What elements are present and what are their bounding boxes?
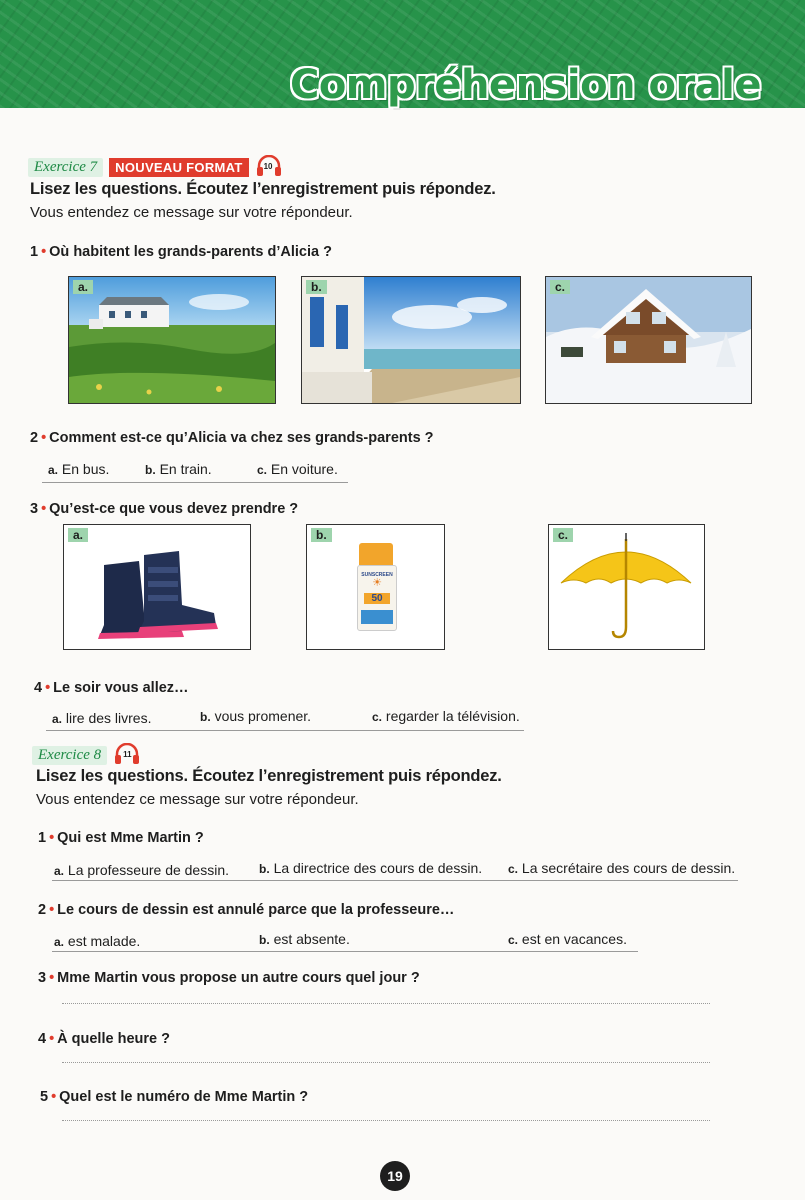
page-number: 19: [380, 1161, 410, 1191]
bullet-dot: •: [49, 1031, 55, 1047]
audio-track-11[interactable]: [113, 743, 141, 767]
ex7-question-4: 4 • Le soir vous allez…: [34, 680, 189, 696]
ex8-question-3: 3 • Mme Martin vous propose un autre cours quel jour ?: [38, 970, 420, 986]
snow-boots-image: [64, 525, 250, 649]
ex8-question-1: 1 • Qui est Mme Martin ?: [38, 830, 204, 846]
sunscreen-spf: 50: [364, 593, 390, 604]
ex8-q4-answer-line[interactable]: [62, 1062, 710, 1063]
ex7-q2-option-a[interactable]: a. En bus.: [48, 461, 110, 477]
ex8-question-4: 4 • À quelle heure ?: [38, 1031, 170, 1047]
ex7-question-2: 2 • Comment est-ce qu’Alicia va chez ses grands-parents ?: [30, 430, 434, 446]
bullet-dot: •: [49, 902, 55, 918]
track-number: 11: [123, 750, 132, 759]
ex7-q3-option-a-boots[interactable]: a.: [63, 524, 251, 650]
divider-line: [46, 730, 524, 731]
snowy-chalet-image: [546, 277, 751, 403]
bullet-dot: •: [41, 501, 47, 517]
bullet-dot: •: [51, 1089, 57, 1105]
bullet-dot: •: [41, 430, 47, 446]
seaside-house-image: [302, 277, 520, 403]
ex8-question-2: 2 • Le cours de dessin est annulé parce que la professeure…: [38, 902, 455, 918]
exercise-8-context: Vous entendez ce message sur votre répondeur.: [36, 791, 359, 808]
exercise-7-label: Exercice 7: [28, 158, 103, 177]
ex8-q5-answer-line[interactable]: [62, 1120, 710, 1121]
page-header-banner: [0, 0, 805, 108]
ex7-question-3: 3 • Qu’est-ce que vous devez prendre ?: [30, 501, 299, 517]
exercise-7-header: [28, 155, 283, 179]
new-format-badge: NOUVEAU FORMAT: [109, 158, 248, 177]
ex7-q3-option-b-sunscreen[interactable]: b. SUNSCREEN ☀ 50: [306, 524, 445, 650]
exercise-8-label: Exercice 8: [32, 746, 107, 765]
ex8-q1-option-b[interactable]: b. La directrice des cours de dessin.: [259, 860, 483, 876]
divider-line: [52, 880, 738, 881]
sunscreen-cap: [359, 543, 393, 565]
ex7-q2-option-c[interactable]: c. En voiture.: [257, 461, 338, 477]
ex7-q1-option-b-seaside-house[interactable]: b.: [301, 276, 521, 404]
bullet-dot: •: [41, 244, 47, 260]
exercise-7-instruction: Lisez les questions. Écoutez l’enregistrement puis répondez.: [30, 180, 496, 198]
ex8-q3-answer-line[interactable]: [62, 1003, 710, 1004]
ex8-q2-option-c[interactable]: c. est en vacances.: [508, 931, 627, 947]
exercise-8-instruction: Lisez les questions. Écoutez l’enregistrement puis répondez.: [36, 767, 502, 785]
ex8-q2-option-a[interactable]: a. est malade.: [54, 933, 141, 949]
ex8-q1-option-a[interactable]: a. La professeure de dessin.: [54, 862, 230, 878]
ex7-q1-option-c-snowy-chalet[interactable]: c.: [545, 276, 752, 404]
sun-icon: ☀: [372, 577, 382, 589]
ex7-q4-option-c[interactable]: c. regarder la télévision.: [372, 708, 520, 724]
ex7-q3-option-c-umbrella[interactable]: c.: [548, 524, 705, 650]
ex7-q1-option-a-countryside-house[interactable]: a.: [68, 276, 276, 404]
audio-track-10[interactable]: [255, 155, 283, 179]
yellow-umbrella-image: [549, 525, 704, 649]
sunscreen-label-band: [361, 610, 393, 624]
bullet-dot: •: [49, 830, 55, 846]
page-title: Compréhension orale: [289, 62, 761, 108]
sunscreen-brand: SUNSCREEN: [361, 572, 393, 578]
bullet-dot: •: [49, 970, 55, 986]
ex8-q2-option-b[interactable]: b. est absente.: [259, 931, 350, 947]
sunscreen-bottle: [357, 565, 397, 631]
track-number: 10: [263, 162, 273, 171]
countryside-house-image: [69, 277, 275, 403]
ex8-q1-option-c[interactable]: c. La secrétaire des cours de dessin.: [508, 860, 736, 876]
exercise-7-context: Vous entendez ce message sur votre répondeur.: [30, 204, 353, 221]
exercise-8-header: [32, 743, 141, 767]
ex7-q4-option-a[interactable]: a. lire des livres.: [52, 710, 152, 726]
bullet-dot: •: [45, 680, 51, 696]
ex7-question-1: 1 • Où habitent les grands-parents d’Alicia ?: [30, 244, 332, 260]
divider-line: [52, 951, 638, 952]
divider-line: [42, 482, 348, 483]
ex7-q4-option-b[interactable]: b. vous promener.: [200, 708, 312, 724]
ex7-q2-option-b[interactable]: b. En train.: [145, 461, 212, 477]
ex8-question-5: 5 • Quel est le numéro de Mme Martin ?: [40, 1089, 309, 1105]
